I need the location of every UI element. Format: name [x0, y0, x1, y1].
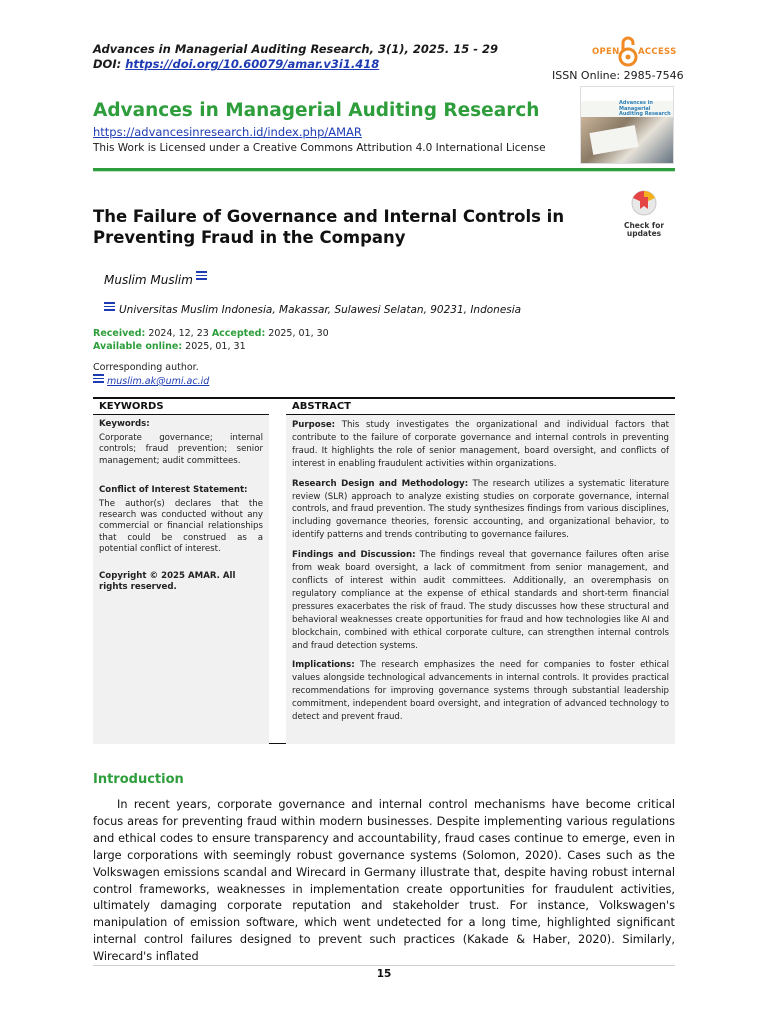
article-info-table: [93, 397, 675, 744]
received-date: 2024, 12, 23: [145, 328, 212, 339]
received-label: Received:: [93, 328, 146, 339]
doi-label: DOI:: [93, 57, 126, 71]
journal-citation: Advances in Managerial Auditing Research, 3(1), 2025. 15 - 29: [93, 42, 499, 56]
open-access-badge: [590, 36, 680, 70]
copyright-text: Copyright © 2025 AMAR. All rights reserved.: [99, 571, 236, 593]
affiliation: Universitas Muslim Indonesia, Makassar, Sulawesi Selatan, 90231, Indonesia: [119, 304, 522, 316]
corresponding-email-link[interactable]: muslim.ak@umi.ac.id: [107, 376, 210, 387]
license-statement: This Work is Licensed under a Creative Commons Attribution 4.0 International License: [93, 142, 546, 154]
check-updates-icon: [629, 190, 659, 216]
introduction-paragraph: In recent years, corporate governance and internal control mechanisms have become critical focus areas for preventing fraud within modern businesses. Despite implementing various regulations and ethical codes to ensure transparency and accountability, fraud cases continue to emerge, even in large corporations with seemingly robust governance systems (Solomon, 2020). Cases such as the Volkswagen emissions scandal and Wirecard in Germany illustrate that, despite having robust internal control frameworks, weaknesses in implementation create opportunities for fraudulent activities, ultimately damaging corporate reputation and stakeholder trust. For instance, Volkswagen's manipulation of emission software, which went undetected for a long time, highlighted significant internal control failures designed to prevent such practices (Kakade & Haber, 2020). Similarly, Wirecard's inflated: [93, 798, 675, 964]
open-access-label-right: ACCESS: [638, 47, 677, 57]
abstract-heading: ABSTRACT: [286, 399, 675, 415]
design-text: The research utilizes a systematic literature review (SLR) approach to analyze existing studies on corporate governance, internal controls, and fraud prevention. The study synthesizes findings from various disciplines, including governance theories, forensic accounting, and organizational behavior, to identify patterns and trends contributing to governance failures.: [292, 478, 669, 541]
issn: ISSN Online: 2985-7546: [552, 69, 684, 82]
corresponding-email-line: [93, 374, 209, 388]
received-accepted-line: [93, 328, 329, 341]
cover-header-strip: [581, 87, 674, 101]
purpose-label: Purpose:: [292, 420, 336, 430]
accepted-label: Accepted:: [211, 328, 266, 339]
abstract-body: [286, 415, 675, 735]
footer-divider: [93, 965, 675, 966]
abstract-design: [292, 478, 669, 543]
cover-title: Advances in Managerial Auditing Research: [619, 100, 671, 117]
purpose-text: This study investigates the organizational and individual factors that contribute to the failure of corporate governance and internal controls in preventing fraud. It highlights the role of senior management, board oversight, and conflicts of interest in enabling fraudulent activities within organizations.: [292, 420, 669, 469]
findings-label: Findings and Discussion:: [292, 550, 416, 561]
article-dates: [93, 328, 329, 353]
available-online-label: Available online:: [93, 340, 183, 352]
abstract-implications: [292, 659, 669, 724]
section-heading-introduction: Introduction: [93, 772, 184, 787]
check-updates-label: Check for updates: [623, 221, 665, 238]
doi-line: [93, 57, 498, 72]
implications-label: Implications:: [292, 660, 355, 671]
journal-title: Advances in Managerial Auditing Research: [93, 100, 540, 121]
header-divider: [93, 168, 675, 172]
open-lock-icon: [618, 36, 638, 68]
doi-link[interactable]: https://doi.org/10.60079/amar.v3i1.418: [125, 57, 380, 71]
email-icon[interactable]: [196, 271, 207, 280]
coi-text: The author(s) declares that the research was conducted without any commercial or financial relationships that could be construed as a potential conflict of interest.: [99, 499, 263, 554]
available-online-date: 2025, 01, 31: [182, 340, 246, 352]
keywords-heading: KEYWORDS: [93, 399, 269, 415]
email-icon: [104, 302, 115, 311]
journal-reference: [93, 42, 498, 72]
email-icon: [93, 374, 104, 383]
author-line: [104, 271, 207, 287]
page-number: 15: [376, 968, 392, 980]
implications-text: The research emphasizes the need for companies to foster ethical values alongside technological advancements in internal controls. It provides practical recommendations for improving governance systems through substantial leadership commitment, independent board oversight, and integration of advanced technology to detect and prevent fraud.: [292, 660, 669, 723]
corresponding-author: [93, 362, 209, 388]
corresponding-author-label: Corresponding author.: [93, 362, 199, 373]
keywords-text: Corporate governance; internal controls; fraud prevention; senior management; audit committees.: [99, 433, 263, 466]
introduction-body: [93, 797, 675, 966]
design-label: Research Design and Methodology:: [292, 478, 469, 489]
coi-label: Conflict of Interest Statement:: [99, 484, 248, 495]
journal-cover-image: [580, 86, 674, 164]
journal-url-link[interactable]: https://advancesinresearch.id/index.php/AMAR: [93, 125, 362, 139]
abstract-column: [286, 399, 675, 744]
findings-text: The findings reveal that governance failures often arise from weak board oversight, a lack of commitment from senior management, and conflicts of interest within audit committees. Additionally, an overemphasis on regulatory compliance at the expense of ethical standards and short-term financial pressures exacerbates the risk of fraud. The study discusses how these structural and behavioral weaknesses create opportunities for fraud and how technologies like AI and blockchain, combined with ethical corporate culture, can strengthen internal controls and fraud detection systems.: [292, 550, 669, 651]
available-online-line: [93, 341, 329, 354]
author-name: Muslim Muslim: [104, 273, 193, 287]
abstract-findings: [292, 549, 669, 652]
keywords-column: [93, 399, 269, 744]
paper-title: The Failure of Governance and Internal Controls in Preventing Fraud in the Company: [93, 207, 565, 247]
keywords-label: Keywords:: [99, 419, 150, 429]
keywords-body: [93, 415, 269, 597]
accepted-date: 2025, 01, 30: [265, 328, 329, 339]
open-access-label-left: OPEN: [592, 47, 620, 57]
abstract-purpose: [292, 419, 669, 471]
check-for-updates-badge[interactable]: [618, 190, 670, 236]
affiliation-line: [104, 302, 521, 316]
